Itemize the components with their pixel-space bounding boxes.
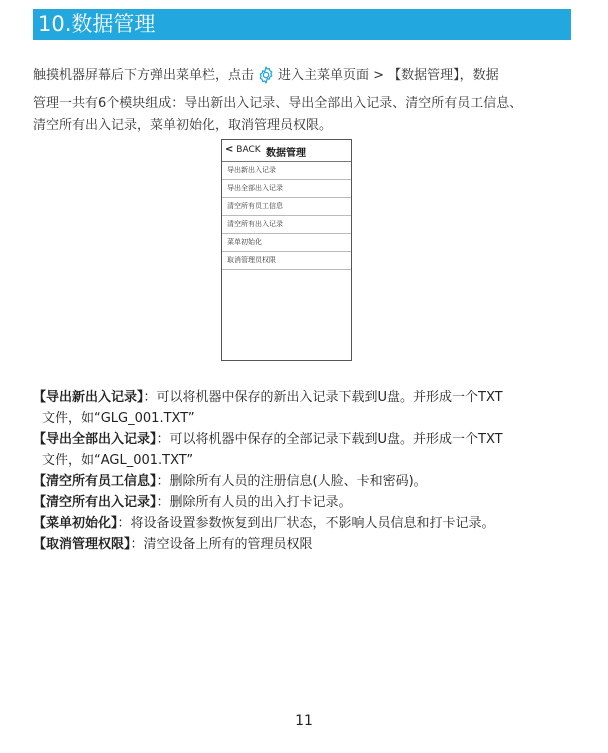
back-button[interactable] bbox=[225, 144, 261, 155]
description-text: ：删除所有人员的出入打卡记录。 bbox=[156, 495, 352, 510]
description-continuation: 文件，如“AGL_001.TXT” bbox=[42, 453, 194, 468]
description-item bbox=[33, 429, 593, 450]
description-continuation: 文件，如“GLG_001.TXT” bbox=[42, 411, 195, 426]
description-item bbox=[33, 513, 593, 534]
menu-item-clear-records[interactable]: 清空所有出入记录 bbox=[222, 216, 351, 234]
section-title-bar bbox=[33, 9, 571, 40]
description-item bbox=[33, 387, 593, 408]
gear-icon bbox=[256, 65, 276, 93]
intro-paragraph bbox=[33, 65, 578, 137]
description-term: 【清空所有出入记录】 bbox=[33, 495, 157, 510]
description-text: ：可以将机器中保存的全部记录下载到U盘。并形成一个TXT bbox=[156, 432, 503, 447]
chevron-left-icon: < bbox=[225, 144, 234, 155]
menu-item-cancel-admin[interactable]: 取消管理员权限 bbox=[222, 252, 351, 270]
intro-text-part2: 进入主菜单页面 > 【数据管理】，数据 bbox=[278, 68, 499, 83]
description-text: ：清空设备上所有的管理员权限 bbox=[130, 537, 313, 552]
description-term: 【取消管理权限】 bbox=[33, 537, 131, 552]
description-item bbox=[33, 492, 593, 513]
menu-item-reset-menu[interactable]: 菜单初始化 bbox=[222, 234, 351, 252]
page-number: 11 bbox=[295, 713, 313, 729]
intro-text-part1: 触摸机器屏幕后下方弹出菜单栏，点击 bbox=[33, 68, 255, 83]
intro-text-line2: 管理一共有6个模块组成：导出新出入记录、导出全部出入记录、清空所有员工信息、 bbox=[33, 96, 523, 111]
description-text: ：将设备设置参数恢复到出厂状态，不影响人员信息和打卡记录。 bbox=[117, 516, 495, 531]
screen-title: 数据管理 bbox=[266, 148, 306, 159]
description-term: 【导出全部出入记录】 bbox=[33, 432, 157, 447]
menu-item-export-new[interactable]: 导出新出入记录 bbox=[222, 162, 351, 180]
description-term: 【导出新出入记录】 bbox=[33, 390, 144, 405]
menu-item-clear-staff[interactable]: 清空所有员工信息 bbox=[222, 198, 351, 216]
section-title: 10.数据管理 bbox=[38, 12, 156, 36]
intro-text-line3: 清空所有出入记录，菜单初始化，取消管理员权限。 bbox=[33, 118, 333, 133]
screen-header bbox=[222, 140, 351, 162]
description-text: ：可以将机器中保存的新出入记录下载到U盘。并形成一个TXT bbox=[143, 390, 503, 405]
description-term: 【清空所有员工信息】 bbox=[33, 474, 157, 489]
menu-item-export-all[interactable]: 导出全部出入记录 bbox=[222, 180, 351, 198]
data-management-screen-mockup bbox=[221, 139, 352, 361]
description-item bbox=[33, 471, 593, 492]
description-text: ：删除所有人员的注册信息(人脸、卡和密码)。 bbox=[156, 474, 427, 489]
description-term: 【菜单初始化】 bbox=[33, 516, 118, 531]
back-label: BACK bbox=[236, 145, 261, 155]
module-descriptions bbox=[33, 387, 593, 555]
description-item bbox=[33, 534, 593, 555]
